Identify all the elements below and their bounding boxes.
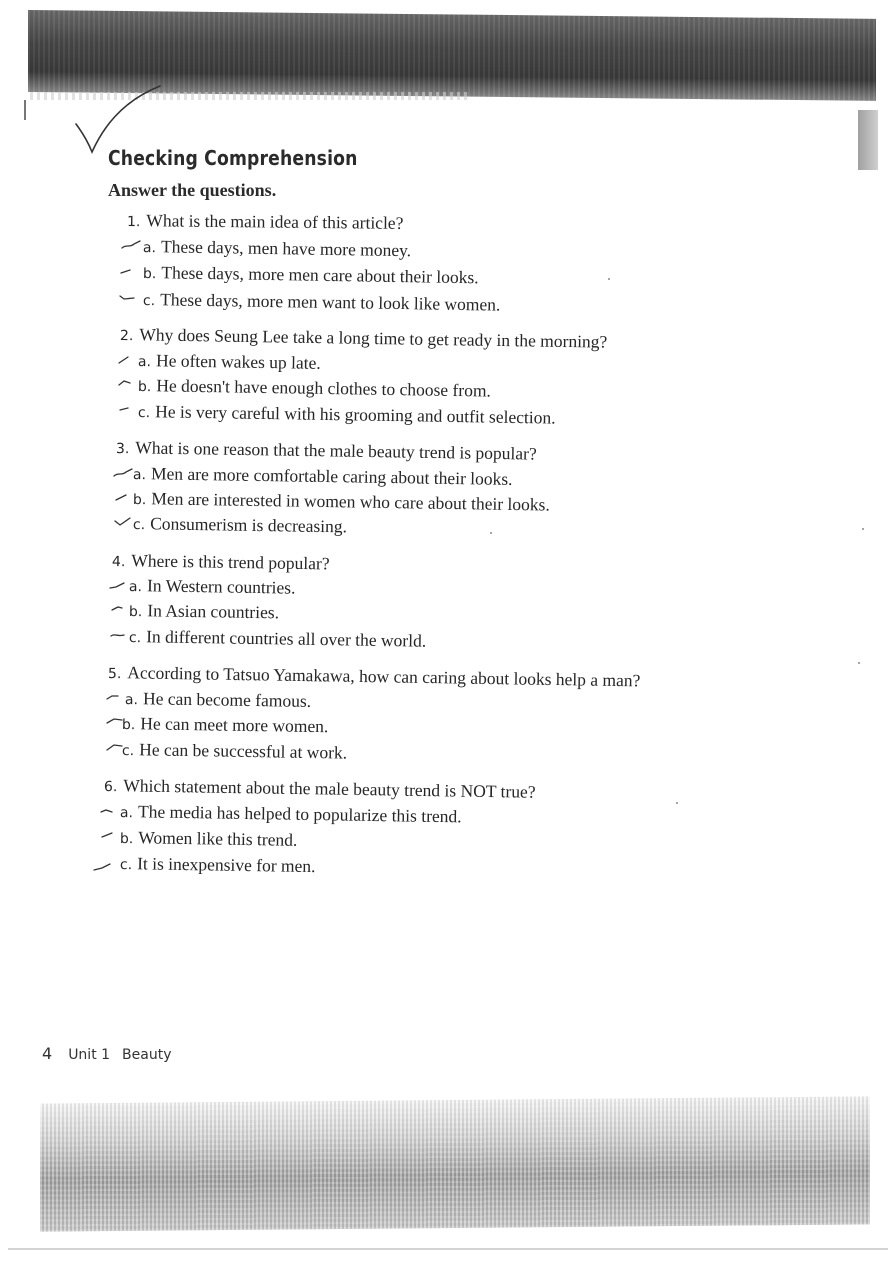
question-5: 5. According to Tatsuo Yamakawa, how can caring about looks help a man? (107, 662, 641, 691)
unit-label: Unit 1 (68, 1047, 111, 1063)
option-5c: c. He can be successful at work. (121, 739, 348, 763)
handwritten-tick-icon (116, 376, 138, 390)
handwritten-tick-icon (108, 578, 130, 592)
option-1a: a. These days, men have more money. (142, 236, 412, 261)
section-title: Checking Comprehension (108, 146, 358, 170)
scan-speck (490, 532, 492, 534)
handwritten-tick-icon (108, 602, 130, 616)
option-2a: a. He often wakes up late. (137, 350, 321, 373)
handwritten-tick-icon (120, 238, 142, 252)
handwritten-tick-icon (112, 514, 134, 528)
handwritten-tick-icon (104, 690, 126, 704)
option-3a: a. Men are more comfortable caring about their looks. (132, 463, 513, 489)
option-1b: b. These days, more men care about their looks. (142, 262, 479, 288)
scan-speck (858, 662, 860, 664)
handwritten-tick-icon (116, 352, 138, 366)
scan-speck (608, 278, 610, 280)
question-1: 1. What is the main idea of this article? (126, 210, 404, 233)
handwritten-tick-icon (118, 290, 140, 304)
option-6c: c. It is inexpensive for men. (119, 853, 316, 877)
scan-shadow-bottom (40, 1096, 870, 1231)
option-4a: a. In Western countries. (128, 575, 296, 598)
option-1c: c. These days, more men want to look like women. (142, 289, 501, 315)
option-2c: c. He is very careful with his grooming and outfit selection. (137, 401, 556, 428)
handwritten-tick-icon (112, 466, 134, 480)
scan-edge-line (8, 1248, 888, 1250)
option-5b: b. He can meet more women. (121, 713, 329, 737)
option-2b: b. He doesn't have enough clothes to choose from. (137, 375, 492, 401)
handwritten-tick-icon (116, 402, 138, 416)
question-6: 6. Which statement about the male beauty trend is NOT true? (103, 775, 536, 802)
question-4: 4. Where is this trend popular? (111, 550, 330, 574)
option-6b: b. Women like this trend. (119, 827, 298, 850)
handwritten-tick-icon (112, 490, 134, 504)
option-3b: b. Men are interested in women who care about their looks. (132, 488, 550, 515)
page-footer (42, 1044, 172, 1063)
topic-label: Beauty (122, 1047, 172, 1063)
handwritten-tick-icon (98, 828, 120, 842)
option-4c: c. In different countries all over the world. (128, 626, 427, 651)
question-3: 3. What is one reason that the male beauty trend is popular? (115, 437, 537, 464)
scan-speck (862, 528, 864, 530)
option-4b: b. In Asian countries. (128, 600, 280, 623)
option-5a: a. He can become famous. (124, 688, 312, 711)
handwritten-tick-icon (92, 860, 114, 874)
handwritten-tick-icon (118, 264, 140, 278)
option-6a: a. The media has helped to popularize this trend. (119, 801, 462, 827)
option-3c: c. Consumerism is decreasing. (132, 513, 348, 537)
scan-speck (676, 802, 678, 804)
instructions: Answer the questions. (108, 180, 277, 200)
handwritten-tick-icon (98, 804, 120, 818)
page-number: 4 (42, 1044, 53, 1063)
handwritten-tick-icon (108, 628, 130, 642)
question-2: 2. Why does Seung Lee take a long time to get ready in the morning? (119, 324, 608, 352)
